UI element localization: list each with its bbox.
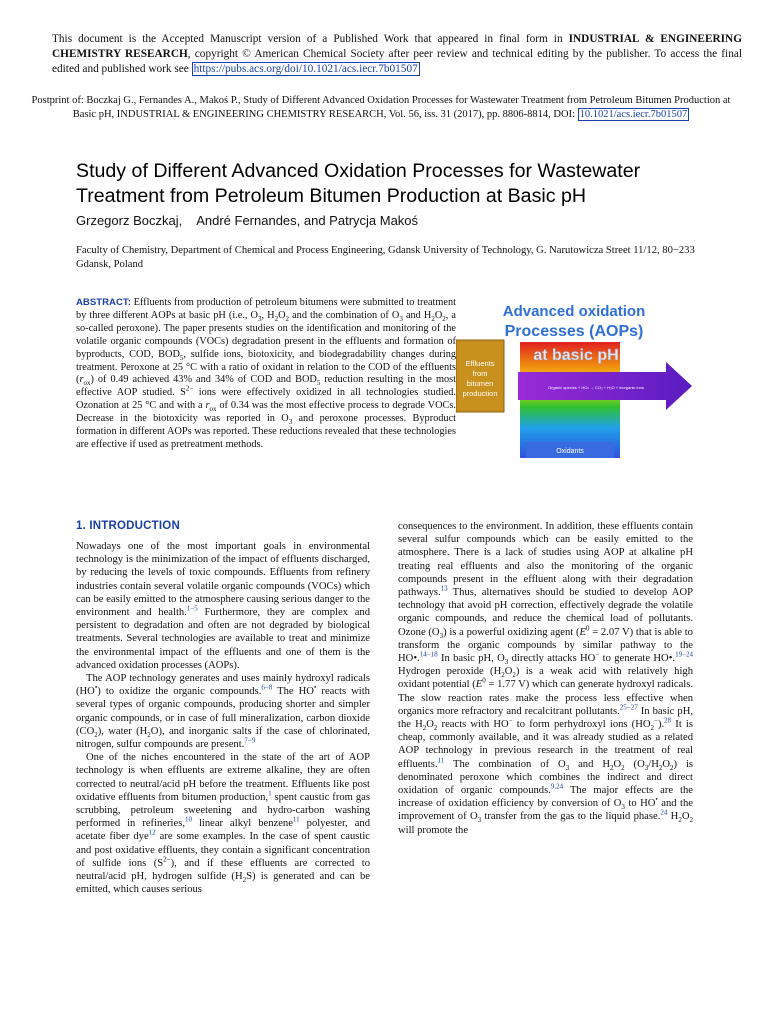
- body-column-left: [76, 540, 370, 896]
- author-2-3: André Fernandes, and Patrycja Makoś: [196, 213, 419, 228]
- postprint-citation: [20, 94, 742, 122]
- accepted-manuscript-notice: [52, 32, 742, 77]
- toc-oxidants-label: Oxidants: [556, 448, 584, 455]
- postprint-doi-link[interactable]: 10.1021/acs.iecr.7b01507: [579, 109, 688, 120]
- notice-text: This document is the Accepted Manuscript version of a Published Work that appeared in final form in: [52, 33, 569, 45]
- section-heading-introduction: 1. INTRODUCTION: [76, 520, 180, 532]
- author-list: [76, 213, 418, 228]
- toc-title-line-1: Advanced oxidation: [502, 303, 646, 320]
- notice-text-2: , copyright © American Chemical Society after peer review and technical editing by the publisher. To access the final edited and published work see: [52, 48, 742, 75]
- body-column-right: [398, 520, 693, 837]
- postprint-text: Postprint of: Boczkaj G., Fernandes A., Makoś P., Study of Different Advanced Oxidation Processes for Wastewater Treatment from Petroleum Bitumen Production at Basic pH, INDUSTRIAL & ENGINEERING CHEMISTRY RESEARCH, Vol. 56, iss. 31 (2017), pp. 8806-8814, DOI:: [31, 95, 731, 120]
- toc-subtitle: at basic pH: [533, 347, 619, 364]
- paper-title: Study of Different Advanced Oxidation Processes for Wastewater Treatment from Petroleum Bitumen Production at Basic pH: [76, 160, 641, 207]
- toc-box-line-2: from: [472, 369, 488, 378]
- notice-journal: INDUSTRIAL & ENGINEERING CHEMISTRY RESEARCH: [52, 33, 742, 60]
- toc-graphic: [456, 296, 694, 466]
- paragraph: consequences to the environment. In addition, these effluents contain several sulfur compounds which can be easily emitted to the atmosphere. There is a lack of studies using AOP at alkaline pH treating real effluents and also the monitoring of the organic compounds present in the effluent along with their degradation pathways.$^{13}$ Thus, alternatives should be studied to develop AOP technology that avoid pH correction, effectively degrade the volatile organic compounds, and reduce the chemical load of pollutants. Ozone $(O_3)$ is a powerful oxidizing agent ($E^0 = 2.07$ V) that is able to transform the organic compounds by similar pathway to the HO•.$^{14-18}$ In basic pH, $O_3$ directly attacks HO− to generate HO•.$^{19-24}$ Hydrogen peroxide $(H_2O_2)$ is a weak acid with relatively high oxidant potential ($E^0 = 1.77$ V) which can generate hydroxyl radicals. The slow reaction rates make the process less effective when organics more refractory and recalcitrant pollutants.$^{25-27}$ In basic pH, the $H_2O_2$ reacts with HO− to form perhydroxyl ions $(HO_2^-).^{28}$ It is cheap, commonly available, and it was already studied as a related AOP technology in previous research in the treatment of real effluents.$^{11}$ The combination of $O_3$ and $H_2O_2$ $(O_3/H_2O_2)$ is denominated peroxone which combines the indirect and direct oxidation of organic compounds.$^{9,24}$ The major effects are the increase of oxidation efficiency by conversion of $O_3$ to HO• and the improvement of $O_3$ transfer from the gas to the liquid phase.$^{24}$ $H_2O_2$ will promote the: [398, 521, 694, 836]
- abstract-label: ABSTRACT:: [76, 297, 131, 308]
- toc-box-line-4: production: [462, 389, 498, 398]
- paragraph: The AOP technology generates and uses mainly hydroxyl radicals (HO•) to oxidize the organic compounds.$^{6-8}$ The HO• reacts with several types of organic compounds, producing shorter and simpler organic compounds, or in case of full mineralization, carbon dioxide $(CO_2)$, water $(H_2O)$, and inorganic salts if the case of chlorinated, nitrogen, sulfur compounds are present.$^{7-9}$: [76, 673, 370, 751]
- paragraph: One of the niches encountered in the state of the art of AOP technology is when effluents are extreme alkaline, they are often corrected to neutral/acid pH before the treatment. Effluents like post oxidative effluents from bitumen production,$^1$ spent caustic from gas scrubbing, petroleum sweetening and hydro-carbon washing performed in refineries,$^{10}$ linear alkyl benzene$^{11}$ polyester, and acetate fiber dye$^{12}$ are some examples. In the case of spent caustic and post oxidative effluents, they contain a significant concentration of sulfide ions $(S^{2-})$, and if these effluents are corrected to neutral/acid pH, hydrogen sulfide $(H_2S)$ is generated and can be emitted, which causes serious: [76, 752, 370, 896]
- notice-doi-link[interactable]: https://pubs.acs.org/doi/10.1021/acs.iecr.7b01507: [193, 63, 418, 75]
- toc-title-line-2: Processes (AOPs): [504, 323, 644, 340]
- toc-arrow-text: Organic species + HO• → CO₂ + H₂O + inorganic ions: [548, 385, 644, 390]
- abstract: ABSTRACT: Effluents from production of petroleum bitumens were submitted to treatment by three different AOPs at basic pH (i.e., $O_3$, $H_2O_2$ and the combination of $O_3$ and $H_2O_2$, a so-called peroxone). The paper presents studies on the identification and monitoring of the volatile organic compounds (VOCs) degradation present in the effluents and formation of byproducts, COD, $BOD_5$, sulfide ions, biotoxicity, and biodegradability changes during treatment. Peroxone at 25 °C with a ratio of oxidant in relation to the COD of the effluents $(r_{ox})$ of 0.49 achieved 43% and 34% of COD and $BOD_5$ reduction resulting in the most effective AOP studied. $S^{2-}$ ions were effectively oxidized in all technologies studied. Ozonation at 25 °C and with a $r_{ox}$ of 0.34 was the most effective process to degrade VOCs. Decrease in the biotoxicity was reported in $O_3$ and peroxone processes. Byproduct formation in different AOPs was reported. These reductions revealed that these technologies are effective if used as pretreatment methods.: [76, 297, 457, 450]
- toc-box-line-3: bitumen: [466, 379, 494, 388]
- author-1: Grzegorz Boczkaj,: [76, 213, 183, 228]
- affiliation: Faculty of Chemistry, Department of Chemical and Process Engineering, Gdansk University of Technology, G. Narutowicza Street 11/12, 80−233 Gdansk, Poland: [76, 245, 695, 270]
- paragraph: Nowadays one of the most important goals in environmental technology is the minimization of the impact of effluents discharged, by reducing the levels of toxic compounds. Effluents from refinery industries contain several volatile organic compounds (VOCs) which can be easily emitted to the atmosphere causing serious danger to the environment and health.$^{1-5}$ Furthermore, they are complex and persistent to degradation and often are not degraded by biological treatments. Several technologies are available to treat and minimize the environmental impact of the effluents and one of them is the advanced oxidation processes (AOPs).: [76, 541, 370, 671]
- toc-box-line-1: Effluents: [465, 359, 495, 368]
